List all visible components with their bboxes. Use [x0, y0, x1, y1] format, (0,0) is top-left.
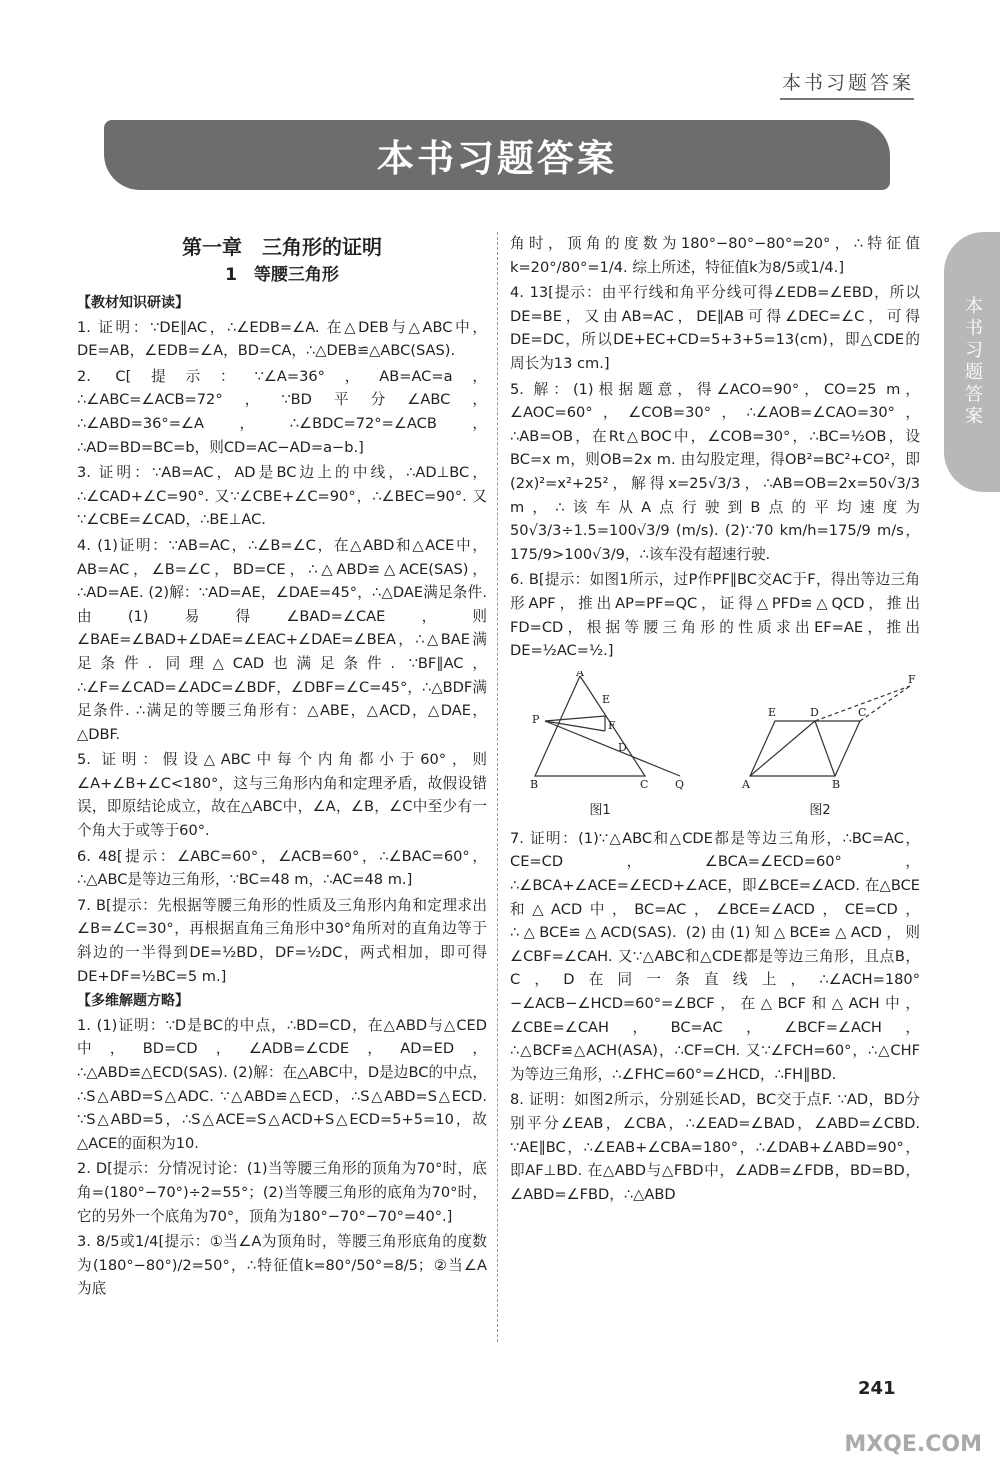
section-title: 1 等腰三角形	[225, 265, 339, 285]
figure-2-caption: 图2	[809, 803, 831, 819]
header-label: 本书习题答案	[781, 72, 914, 94]
watermark: MXQE.COM	[844, 1432, 982, 1457]
answer-item: 4. (1)证明：∵AB=AC，∴∠B=∠C，在△ABD和△ACE中，AB=AC，∠B=∠C，BD=CE，∴△ABD≌△ACE(SAS)，∴AD=AE. (2)解：∵AD=AE，∠DAE=45°，∴△DAE满足条件. 由(1)易得∠BAD=∠CAE，则∠BAE=∠BAD+∠DAE=∠EAC+∠DAE=∠BEA，∴△BAE满足条件. 同理△CAD也满足条件. ∵BF∥AC，∴∠F=∠CAD=∠ADC=∠BDF，∠DBF=∠C=45°，∴△BDF满足条件. ∴满足的等腰三角形有：△ABE，△ACD，△DAE，△DBF.	[77, 536, 487, 743]
left-column	[77, 232, 487, 1303]
answer-item: 6. 48[提示：∠ABC=60°，∠ACB=60°，∴∠BAC=60°，∴△ABC是等边三角形，∵BC=48 m，∴AC=48 m.]	[77, 847, 487, 889]
answer-item: 2. D[提示：分情况讨论：(1)当等腰三角形的顶角为70°时，底角=(180°−70°)÷2=55°；(2)当等腰三角形的底角为70°时，它的另外一个底角为70°，顶角为180°−70°−70°=40°.]	[77, 1160, 487, 1225]
svg-text:C: C	[858, 705, 867, 719]
svg-text:B: B	[530, 777, 539, 791]
svg-text:D: D	[810, 705, 819, 719]
answer-item: 2. C[提示：∵∠A=36°，AB=AC=a，∴∠ABC=∠ACB=72°，∵BD平分∠ABC，∴∠ABD=36°=∠A，∴∠BDC=72°=∠ACB，∴AD=BD=BC=b，则CD=AC−AD=a−b.]	[77, 367, 487, 456]
svg-text:A: A	[742, 777, 750, 791]
answer-item: 8. 证明：如图2所示，分别延长AD，BC交于点F. ∵AD，BD分别平分∠EAB，∠CBA，∴∠EAD=∠BAD，∠ABD=∠CBD. ∵AE∥BC，∴∠EAB+∠CBA=180°，∴∠DAB+∠ABD=90°，即AF⊥BD. 在△ABD与△FBD中，∠ADB=∠FDB，BD=BD，∠ABD=∠FBD，∴△ABD	[510, 1091, 920, 1203]
figure-1-diagram	[510, 671, 690, 791]
answer-item: 4. 13[提示：由平行线和角平分线可得∠EDB=∠EBD，所以DE=BE，又由AB=AC，DE∥AB可得∠DEC=∠C，可得DE=DC，所以DE+EC+CD=5+3+5=13(cm)，即△CDE的周长为13 cm.]	[510, 284, 920, 372]
figures	[510, 671, 920, 823]
page-number: 241	[858, 1378, 896, 1399]
answer-item: 7. 证明：(1)∵△ABC和△CDE都是等边三角形，∴BC=AC，CE=CD，∠BCA=∠ECD=60°，∴∠BCA+∠ACE=∠ECD+∠ACE，即∠BCE=∠ACD. 在△BCE和△ACD中，BC=AC，∠BCE=∠ACD，CE=CD，∴△BCE≌△ACD(SAS). (2)由(1)知△BCE≌△ACD，则∠CBF=∠CAH. 又∵△ABC和△CDE都是等边三角形，且点B，C，D在同一条直线上，∴∠ACH=180°−∠ACB−∠HCD=60°=∠BCF，在△BCF和△ACH中，∠CBE=∠CAH，BC=AC，∠BCF=∠ACH，∴△BCF≌△ACH(ASA)，∴CF=CH. 又∵∠FCH=60°，∴△CHF为等边三角形，∴∠FHC=60°=∠HCD，∴FH∥BD.	[510, 829, 920, 1083]
chapter-title: 第一章 三角形的证明	[182, 235, 382, 259]
figure-1-caption: 图1	[589, 803, 611, 819]
answer-item: 7. B[提示：先根据等腰三角形的性质及三角形内角和定理求出∠B=∠C=30°，再根据直角三角形中30°角所对的直角边等于斜边的一半得到DE=½BD，DF=½DC，两式相加，即可得DE+DF=½BC=5 m.]	[77, 896, 487, 985]
svg-text:A: A	[576, 670, 584, 679]
answer-item: 3. 8/5或1/4[提示：①当∠A为顶角时，等腰三角形底角的度数为(180°−80°)/2=50°，∴特征值k=80°/50°=8/5；②当∠A为底	[77, 1233, 487, 1298]
svg-text:F: F	[608, 718, 616, 732]
svg-text:B: B	[832, 777, 841, 791]
svg-text:E: E	[768, 705, 777, 719]
banner-title: 本书习题答案	[377, 137, 617, 180]
figure-2	[720, 671, 920, 823]
answer-item: 1. (1)证明：∵D是BC的中点，∴BD=CD，在△ABD与△CED中，BD=CD，∠ADB=∠CDE，AD=ED，∴△ABD≌△ECD(SAS). (2)解：在△ABC中，D是边BC的中点，∴S△ABD=S△ADC. ∵△ABD≌△ECD，∴S△ABD=S△ECD. ∵S△ABD=5，∴S△ACE=S△ACD+S△ECD=5+5=10，故△ACE的面积为10.	[77, 1016, 487, 1152]
answer-item: 3. 证明：∵AB=AC，AD是BC边上的中线，∴AD⊥BC，∴∠CAD+∠C=90°. 又∵∠CBE+∠C=90°，∴∠BEC=90°. 又∵∠CBE=∠CAD，∴BE⊥AC.	[77, 464, 487, 529]
answer-item: 1. 证明：∵DE∥AC，∴∠EDB=∠A. 在△DEB与△ABC中，DE=AB，∠EDB=∠A，BD=CA，∴△DEB≌△ABC(SAS).	[77, 318, 487, 360]
figure-1	[510, 671, 690, 823]
answer-item: 5. 证明：假设△ABC中每个内角都小于60°，则∠A+∠B+∠C<180°，这与三角形内角和定理矛盾，故假设错误，即原结论成立，故在△ABC中，∠A，∠B，∠C中至少有一个角大于或等于60°.	[77, 751, 487, 840]
subheading-knowledge: 【教材知识研读】	[77, 295, 189, 311]
title-banner	[104, 120, 890, 190]
figure-2-diagram	[720, 671, 920, 791]
side-tab-label: 本书习题答案	[962, 296, 983, 428]
side-tab	[944, 232, 1000, 492]
right-column	[510, 232, 920, 1208]
answer-item: 6. B[提示：如图1所示，过P作PF∥BC交AC于F，得出等边三角形APF，推出AP=PF=QC，证得△PFD≌△QCD，推出FD=CD，根据等腰三角形的性质求出EF=AE，推出DE=½AC=½.]	[510, 571, 920, 660]
svg-text:Q: Q	[675, 777, 685, 791]
svg-text:D: D	[618, 740, 627, 754]
answer-item: 5. 解：(1)根据题意，得∠ACO=90°，CO=25 m，∠AOC=60°，∠COB=30°，∴∠AOB=∠CAO=30°，∴AB=OB，在Rt△BOC中，∠COB=30°，∴BC=½OB，设BC=x m，则OB=2x m. 由勾股定理，得OB²=BC²+CO²，即(2x)²=x²+25²，解得x=25√3/3，∴AB=OB=2x=50√3/3 m，∴该车从A点行驶到B点的平均速度为50√3/3÷1.5=100√3/9 (m/s). (2)∵70 km/h=175/9 m/s，175/9>100√3/9，∴该车没有超速行驶.	[510, 380, 920, 563]
svg-text:P: P	[532, 712, 540, 726]
column-divider	[497, 232, 498, 1342]
subheading-strategies: 【多维解题方略】	[77, 993, 189, 1010]
svg-text:C: C	[640, 777, 649, 791]
header-rule	[780, 98, 914, 100]
svg-text:F: F	[908, 672, 916, 686]
answer-item: 角时，顶角的度数为180°−80°−80°=20°，∴特征值k=20°/80°=1/4. 综上所述，特征值k为8/5或1/4.]	[510, 235, 920, 276]
svg-text:E: E	[602, 692, 611, 706]
